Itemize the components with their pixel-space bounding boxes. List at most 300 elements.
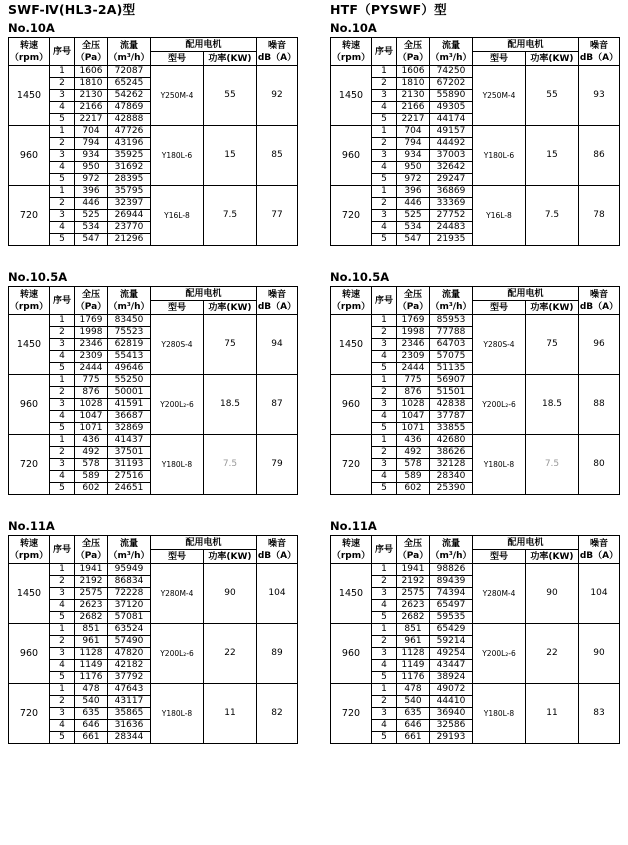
cell-motor-model: Y280S-4 [151, 315, 204, 375]
cell-flow: 51135 [430, 363, 473, 375]
table-row [331, 126, 620, 138]
cell-noise: 89 [257, 624, 298, 684]
header-index: 序号 [50, 287, 75, 315]
cell-flow: 47869 [108, 102, 151, 114]
cell-flow: 85953 [430, 315, 473, 327]
block-subtitle: No.11A [8, 519, 55, 533]
cell-index: 3 [50, 339, 75, 351]
cell-flow: 29247 [430, 174, 473, 186]
column-right [330, 0, 628, 754]
cell-index: 2 [372, 198, 397, 210]
cell-flow: 32642 [430, 162, 473, 174]
cell-index: 3 [372, 150, 397, 162]
cell-pressure: 525 [397, 210, 430, 222]
table-row [331, 624, 620, 636]
cell-motor-power: 90 [526, 564, 579, 624]
cell-flow: 28395 [108, 174, 151, 186]
cell-pressure: 1769 [397, 315, 430, 327]
cell-flow: 65497 [430, 600, 473, 612]
cell-flow: 59214 [430, 636, 473, 648]
cell-index: 2 [372, 138, 397, 150]
cell-index: 5 [50, 174, 75, 186]
cell-pressure: 534 [75, 222, 108, 234]
cell-pressure: 1028 [397, 399, 430, 411]
cell-rpm: 960 [331, 624, 372, 684]
block-subtitle: No.10A [330, 21, 377, 35]
cell-motor-model: Y180L-8 [473, 435, 526, 495]
table-row [9, 186, 298, 198]
block-subtitle: No.10.5A [8, 270, 68, 284]
cell-motor-model: Y250M-4 [473, 66, 526, 126]
header-motor: 配用电机 [473, 287, 579, 301]
cell-index: 5 [50, 114, 75, 126]
block-subtitle: No.10A [8, 21, 55, 35]
cell-flow: 27516 [108, 471, 151, 483]
cell-pressure: 446 [397, 198, 430, 210]
cell-motor-model: Y280S-4 [473, 315, 526, 375]
header-flow: 流量 （m³/h） [430, 536, 473, 564]
column-right-blocks [330, 21, 628, 744]
header-motor: 配用电机 [473, 536, 579, 550]
cell-pressure: 934 [397, 150, 430, 162]
cell-rpm: 1450 [9, 315, 50, 375]
header-pressure: 全压 （Pa） [397, 287, 430, 315]
cell-pressure: 1128 [75, 648, 108, 660]
cell-pressure: 396 [397, 186, 430, 198]
header-motor: 配用电机 [151, 536, 257, 550]
cell-motor-power: 7.5 [204, 186, 257, 246]
cell-pressure: 2217 [75, 114, 108, 126]
cell-flow: 86834 [108, 576, 151, 588]
cell-rpm: 720 [9, 186, 50, 246]
cell-flow: 23770 [108, 222, 151, 234]
cell-index: 2 [50, 327, 75, 339]
cell-pressure: 661 [75, 732, 108, 744]
cell-motor-model: Y180L-8 [151, 684, 204, 744]
cell-pressure: 1176 [397, 672, 430, 684]
cell-noise: 80 [579, 435, 620, 495]
cell-pressure: 1071 [75, 423, 108, 435]
cell-motor-power: 7.5 [526, 186, 579, 246]
cell-pressure: 704 [75, 126, 108, 138]
cell-index: 2 [372, 327, 397, 339]
cell-index: 3 [50, 90, 75, 102]
header-motor-model: 型号 [151, 52, 204, 66]
cell-index: 5 [372, 363, 397, 375]
cell-flow: 35795 [108, 186, 151, 198]
cell-index: 4 [50, 162, 75, 174]
cell-pressure: 602 [75, 483, 108, 495]
cell-pressure: 961 [75, 636, 108, 648]
cell-motor-model: Y180L-8 [151, 435, 204, 495]
header-rpm: 转速 （rpm） [9, 38, 50, 66]
cell-index: 1 [372, 66, 397, 78]
cell-flow: 56907 [430, 375, 473, 387]
header-noise: 噪音 dB（A） [579, 536, 620, 564]
cell-pressure: 2682 [75, 612, 108, 624]
cell-pressure: 492 [397, 447, 430, 459]
cell-index: 3 [50, 459, 75, 471]
cell-motor-power: 22 [204, 624, 257, 684]
cell-index: 2 [50, 576, 75, 588]
header-rpm: 转速 （rpm） [331, 536, 372, 564]
cell-motor-model: Y16L-8 [151, 186, 204, 246]
cell-pressure: 1810 [75, 78, 108, 90]
header-flow: 流量 （m³/h） [108, 287, 151, 315]
cell-index: 3 [372, 399, 397, 411]
header-motor-power: 功率(KW) [204, 301, 257, 315]
cell-flow: 32128 [430, 459, 473, 471]
spec-block [8, 21, 308, 246]
cell-flow: 24483 [430, 222, 473, 234]
cell-noise: 85 [257, 126, 298, 186]
cell-rpm: 720 [331, 435, 372, 495]
header-index: 序号 [372, 536, 397, 564]
cell-flow: 47820 [108, 648, 151, 660]
cell-motor-model: Y16L-8 [473, 186, 526, 246]
cell-index: 2 [50, 138, 75, 150]
spec-table [8, 286, 298, 495]
cell-rpm: 720 [331, 684, 372, 744]
table-row [331, 186, 620, 198]
cell-index: 4 [372, 600, 397, 612]
cell-index: 4 [50, 351, 75, 363]
cell-index: 4 [372, 720, 397, 732]
cell-flow: 25390 [430, 483, 473, 495]
cell-pressure: 589 [397, 471, 430, 483]
cell-flow: 31692 [108, 162, 151, 174]
cell-index: 4 [50, 411, 75, 423]
cell-index: 1 [372, 684, 397, 696]
cell-motor-model: Y280M-4 [473, 564, 526, 624]
cell-flow: 27752 [430, 210, 473, 222]
cell-noise: 92 [257, 66, 298, 126]
cell-index: 5 [372, 672, 397, 684]
cell-noise: 93 [579, 66, 620, 126]
cell-index: 1 [372, 315, 397, 327]
cell-pressure: 1998 [75, 327, 108, 339]
spec-table [330, 37, 620, 246]
header-rpm: 转速 （rpm） [9, 287, 50, 315]
cell-index: 5 [372, 732, 397, 744]
table-row [9, 66, 298, 78]
cell-index: 2 [372, 576, 397, 588]
cell-flow: 49254 [430, 648, 473, 660]
cell-pressure: 534 [397, 222, 430, 234]
block-subtitle: No.11A [330, 519, 377, 533]
cell-index: 1 [50, 684, 75, 696]
cell-index: 1 [50, 186, 75, 198]
table-row [9, 126, 298, 138]
cell-pressure: 661 [397, 732, 430, 744]
cell-index: 1 [50, 624, 75, 636]
cell-flow: 28344 [108, 732, 151, 744]
spec-table [8, 535, 298, 744]
cell-motor-power: 55 [526, 66, 579, 126]
cell-pressure: 704 [397, 126, 430, 138]
cell-index: 4 [50, 720, 75, 732]
cell-index: 2 [372, 636, 397, 648]
cell-motor-model: Y200L₂-6 [151, 375, 204, 435]
cell-index: 2 [50, 198, 75, 210]
cell-pressure: 635 [397, 708, 430, 720]
table-row [9, 624, 298, 636]
table-row [9, 564, 298, 576]
cell-flow: 31636 [108, 720, 151, 732]
cell-index: 5 [50, 672, 75, 684]
cell-flow: 42182 [108, 660, 151, 672]
cell-pressure: 876 [397, 387, 430, 399]
cell-motor-power: 7.5 [526, 435, 579, 495]
cell-flow: 77788 [430, 327, 473, 339]
cell-pressure: 972 [397, 174, 430, 186]
cell-flow: 57490 [108, 636, 151, 648]
cell-motor-model: Y180L-6 [151, 126, 204, 186]
header-flow: 流量 （m³/h） [108, 536, 151, 564]
spec-table [8, 37, 298, 246]
column-left-blocks [8, 21, 308, 744]
header-motor-power: 功率(KW) [526, 52, 579, 66]
cell-flow: 37501 [108, 447, 151, 459]
cell-index: 2 [50, 387, 75, 399]
cell-index: 5 [50, 234, 75, 246]
cell-index: 1 [372, 126, 397, 138]
cell-flow: 38924 [430, 672, 473, 684]
table-row [9, 375, 298, 387]
cell-flow: 95949 [108, 564, 151, 576]
cell-motor-power: 7.5 [204, 435, 257, 495]
cell-index: 3 [372, 459, 397, 471]
cell-flow: 21296 [108, 234, 151, 246]
cell-rpm: 960 [9, 126, 50, 186]
cell-index: 1 [50, 564, 75, 576]
cell-pressure: 950 [397, 162, 430, 174]
cell-pressure: 2166 [75, 102, 108, 114]
header-pressure: 全压 （Pa） [75, 287, 108, 315]
block-subtitle: No.10.5A [330, 270, 390, 284]
cell-index: 5 [372, 612, 397, 624]
cell-motor-power: 55 [204, 66, 257, 126]
cell-pressure: 1047 [75, 411, 108, 423]
cell-flow: 44410 [430, 696, 473, 708]
cell-flow: 89439 [430, 576, 473, 588]
cell-index: 2 [372, 447, 397, 459]
cell-index: 3 [50, 648, 75, 660]
header-pressure: 全压 （Pa） [75, 536, 108, 564]
cell-pressure: 1941 [397, 564, 430, 576]
header-flow: 流量 （m³/h） [430, 38, 473, 66]
cell-index: 4 [372, 471, 397, 483]
cell-pressure: 646 [397, 720, 430, 732]
table-row [331, 435, 620, 447]
cell-pressure: 2192 [397, 576, 430, 588]
cell-flow: 49072 [430, 684, 473, 696]
cell-pressure: 540 [397, 696, 430, 708]
cell-pressure: 934 [75, 150, 108, 162]
cell-index: 2 [372, 387, 397, 399]
cell-pressure: 602 [397, 483, 430, 495]
cell-pressure: 950 [75, 162, 108, 174]
header-pressure: 全压 （Pa） [75, 38, 108, 66]
cell-flow: 35925 [108, 150, 151, 162]
cell-index: 5 [372, 483, 397, 495]
header-rpm: 转速 （rpm） [9, 536, 50, 564]
table-row [331, 66, 620, 78]
cell-pressure: 2217 [397, 114, 430, 126]
cell-flow: 36687 [108, 411, 151, 423]
cell-flow: 47643 [108, 684, 151, 696]
table-row [9, 315, 298, 327]
table-row [331, 564, 620, 576]
cell-rpm: 960 [9, 624, 50, 684]
cell-rpm: 1450 [331, 66, 372, 126]
cell-pressure: 1941 [75, 564, 108, 576]
header-index: 序号 [50, 536, 75, 564]
cell-index: 2 [50, 636, 75, 648]
cell-flow: 24651 [108, 483, 151, 495]
cell-flow: 29193 [430, 732, 473, 744]
cell-pressure: 1606 [75, 66, 108, 78]
cell-flow: 54262 [108, 90, 151, 102]
cell-flow: 35865 [108, 708, 151, 720]
cell-rpm: 720 [9, 435, 50, 495]
cell-index: 2 [50, 78, 75, 90]
cell-noise: 86 [579, 126, 620, 186]
spec-block [8, 519, 308, 744]
cell-flow: 50001 [108, 387, 151, 399]
cell-pressure: 2346 [397, 339, 430, 351]
cell-motor-model: Y200L₂-6 [473, 375, 526, 435]
cell-flow: 57075 [430, 351, 473, 363]
header-motor: 配用电机 [151, 287, 257, 301]
header-noise: 噪音 dB（A） [257, 287, 298, 315]
cell-pressure: 2575 [397, 588, 430, 600]
cell-index: 5 [372, 423, 397, 435]
cell-pressure: 1998 [397, 327, 430, 339]
cell-pressure: 436 [75, 435, 108, 447]
cell-rpm: 1450 [9, 564, 50, 624]
cell-pressure: 2130 [75, 90, 108, 102]
header-flow: 流量 （m³/h） [108, 38, 151, 66]
cell-flow: 33855 [430, 423, 473, 435]
cell-flow: 75523 [108, 327, 151, 339]
cell-motor-power: 22 [526, 624, 579, 684]
cell-flow: 47726 [108, 126, 151, 138]
cell-noise: 83 [579, 684, 620, 744]
cell-motor-power: 11 [204, 684, 257, 744]
cell-flow: 62819 [108, 339, 151, 351]
cell-index: 2 [50, 447, 75, 459]
cell-rpm: 960 [331, 126, 372, 186]
cell-index: 3 [372, 648, 397, 660]
cell-motor-model: Y200L₂-6 [473, 624, 526, 684]
cell-index: 3 [50, 150, 75, 162]
cell-pressure: 578 [75, 459, 108, 471]
table-row [331, 315, 620, 327]
cell-flow: 43196 [108, 138, 151, 150]
cell-pressure: 2309 [397, 351, 430, 363]
cell-flow: 32869 [108, 423, 151, 435]
cell-pressure: 775 [397, 375, 430, 387]
cell-flow: 63524 [108, 624, 151, 636]
cell-noise: 88 [579, 375, 620, 435]
header-index: 序号 [372, 287, 397, 315]
cell-flow: 44174 [430, 114, 473, 126]
cell-noise: 94 [257, 315, 298, 375]
cell-index: 1 [372, 375, 397, 387]
cell-index: 5 [372, 234, 397, 246]
header-motor-model: 型号 [473, 301, 526, 315]
cell-index: 5 [372, 174, 397, 186]
cell-index: 1 [50, 126, 75, 138]
header-motor-model: 型号 [473, 550, 526, 564]
cell-index: 5 [372, 114, 397, 126]
cell-flow: 37120 [108, 600, 151, 612]
column-right-title: HTF（PYSWF）型 [330, 2, 447, 17]
cell-flow: 42888 [108, 114, 151, 126]
cell-pressure: 547 [397, 234, 430, 246]
cell-index: 4 [372, 222, 397, 234]
cell-index: 1 [372, 435, 397, 447]
cell-flow: 43447 [430, 660, 473, 672]
cell-pressure: 1071 [397, 423, 430, 435]
cell-pressure: 2623 [75, 600, 108, 612]
cell-index: 1 [50, 375, 75, 387]
cell-flow: 49305 [430, 102, 473, 114]
cell-index: 1 [372, 186, 397, 198]
cell-pressure: 436 [397, 435, 430, 447]
cell-index: 1 [50, 435, 75, 447]
cell-flow: 21935 [430, 234, 473, 246]
cell-index: 3 [50, 588, 75, 600]
cell-index: 5 [50, 363, 75, 375]
header-motor-model: 型号 [473, 52, 526, 66]
cell-motor-power: 75 [204, 315, 257, 375]
header-motor-power: 功率(KW) [204, 52, 257, 66]
cell-pressure: 1769 [75, 315, 108, 327]
cell-index: 4 [372, 660, 397, 672]
cell-flow: 74250 [430, 66, 473, 78]
cell-pressure: 1149 [75, 660, 108, 672]
cell-index: 4 [372, 351, 397, 363]
cell-index: 5 [50, 612, 75, 624]
spec-block [8, 270, 308, 495]
cell-pressure: 646 [75, 720, 108, 732]
column-left [8, 0, 308, 754]
header-flow: 流量 （m³/h） [430, 287, 473, 315]
cell-flow: 38626 [430, 447, 473, 459]
cell-flow: 44492 [430, 138, 473, 150]
cell-flow: 72087 [108, 66, 151, 78]
cell-pressure: 2444 [397, 363, 430, 375]
cell-flow: 42838 [430, 399, 473, 411]
cell-pressure: 1176 [75, 672, 108, 684]
cell-pressure: 547 [75, 234, 108, 246]
cell-pressure: 446 [75, 198, 108, 210]
cell-pressure: 2346 [75, 339, 108, 351]
cell-flow: 36869 [430, 186, 473, 198]
header-noise: 噪音 dB（A） [257, 38, 298, 66]
cell-rpm: 720 [331, 186, 372, 246]
cell-index: 5 [50, 483, 75, 495]
cell-flow: 65429 [430, 624, 473, 636]
cell-pressure: 1149 [397, 660, 430, 672]
cell-flow: 55250 [108, 375, 151, 387]
cell-index: 4 [372, 411, 397, 423]
cell-motor-model: Y200L₂-6 [151, 624, 204, 684]
cell-index: 4 [50, 660, 75, 672]
cell-flow: 72228 [108, 588, 151, 600]
